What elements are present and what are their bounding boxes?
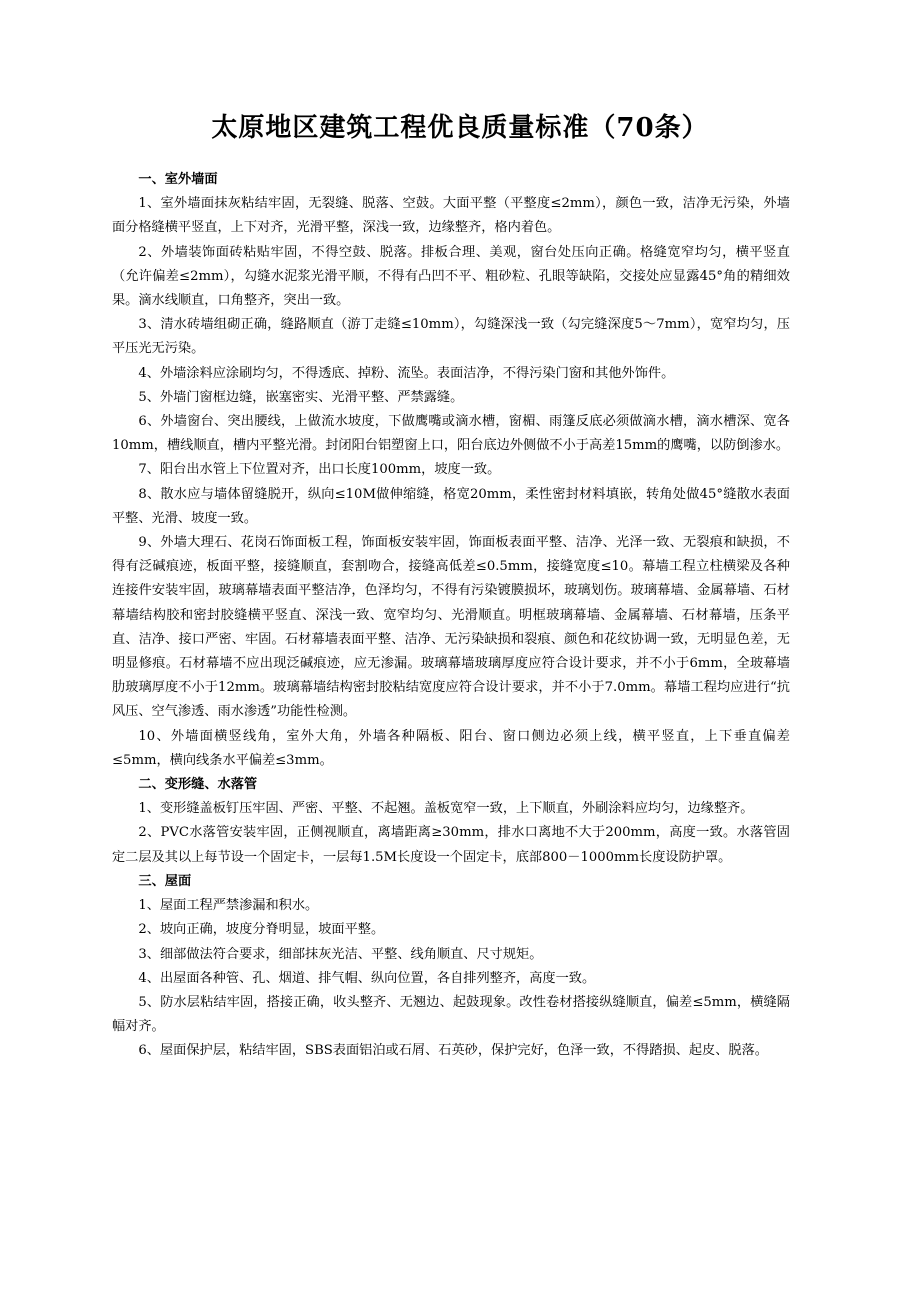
paragraph: 3、清水砖墙组砌正确，缝路顺直（游丁走缝≤10mm），勾缝深浅一致（勾完缝深度5～7mm），宽窄均匀，压平压光无污染。 — [112, 317, 790, 357]
section-heading-expansion-joint: 二、变形缝、水落管 — [138, 777, 258, 793]
paragraph: 2、坡向正确，坡度分脊明显，坡面平整。 — [138, 922, 385, 938]
document-title: 太原地区建筑工程优良质量标准（70条） — [211, 113, 709, 143]
paragraph: 2、PVC水落管安装牢固，正侧视顺直，离墙距离≥30mm，排水口离地不大于200mm，高度一致。水落管固定二层及其以上每节设一个固定卡，一层每1.5M长度设一个固定卡，底部800－1000mm长度设防护罩。 — [112, 825, 790, 865]
paragraph: 10、外墙面横竖线角，室外大角，外墙各种隔板、阳台、窗口侧边必须上线，横平竖直，上下垂直偏差≤5mm，横向线条水平偏差≤3mm。 — [112, 728, 790, 768]
paragraph: 4、外墙涂料应涂刷均匀，不得透底、掉粉、流坠。表面洁净，不得污染门窗和其他外饰件。 — [138, 365, 675, 381]
paragraph: 2、外墙装饰面砖粘贴牢固，不得空鼓、脱落。排板合理、美观，窗台处压向正确。格缝宽窄均匀，横平竖直（允许偏差≤2mm），勾缝水泥浆光滑平顺，不得有凸凹不平、粗砂粒、孔眼等缺陷，交接处应显露45°角的精细效果。滴水线顺直，口角整齐，突出一致。 — [112, 244, 790, 309]
paragraph: 4、出屋面各种管、孔、烟道、排气帽、纵向位置，各自排列整齐，高度一致。 — [138, 970, 596, 986]
paragraph: 1、变形缝盖板钉压牢固、严密、平整、不起翘。盖板宽窄一致，上下顺直，外刷涂料应均匀，边缘整齐。 — [138, 801, 754, 817]
paragraph: 5、防水层粘结牢固，搭接正确，收头整齐、无翘边、起鼓现象。改性卷材搭接纵缝顺直，偏差≤5mm，横缝隔幅对齐。 — [112, 994, 790, 1035]
paragraph: 5、外墙门窗框边缝，嵌塞密实、光滑平整、严禁露缝。 — [138, 389, 464, 405]
section-heading-exterior-wall: 一、室外墙面 — [138, 172, 218, 187]
paragraph: 1、屋面工程严禁渗漏和积水。 — [138, 898, 319, 914]
paragraph: 6、屋面保护层，粘结牢固，SBS表面铝泊或石屑、石英砂，保护完好，色泽一致，不得踏损、起皮、脱落。 — [138, 1043, 768, 1059]
section-heading-roof: 三、屋面 — [138, 873, 192, 889]
paragraph: 8、散水应与墙体留缝脱开，纵向≤10M做伸缩缝，格宽20mm，柔性密封材料填嵌，转角处做45°缝散水表面平整、光滑、坡度一致。 — [112, 486, 790, 526]
paragraph: 7、阳台出水管上下位置对齐，出口长度100mm，坡度一致。 — [138, 462, 501, 478]
paragraph: 9、外墙大理石、花岗石饰面板工程，饰面板安装牢固，饰面板表面平整、洁净、光泽一致、无裂痕和缺损，不得有泛碱痕迹，板面平整，接缝顺直，套割吻合，接缝高低差≤0.5mm，接缝宽度≤10。幕墙工程立柱横梁及各种连接件安装牢固，玻璃幕墙表面平整洁净，色泽均匀，不得有污染镀膜损坏，玻璃划伤。玻璃幕墙、金属幕墙、石材幕墙结构胶和密封胶缝横平竖直、深浅一致、宽窄均匀、光滑顺直。明框玻璃幕墙、金属幕墙、石材幕墙，压条平直、洁净、接口严密、牢固。石材幕墙表面平整、洁净、无污染缺损和裂痕、颜色和花纹协调一致，无明显色差，无明显修痕。石材幕墙不应出现泛碱痕迹，应无渗漏。玻璃幕墙玻璃厚度应符合设计要求，并不小于6mm，全玻幕墙肋玻璃厚度不小于12mm。玻璃幕墙结构密封胶粘结宽度应符合设计要求，并不小于7.0mm。幕墙工程均应进行“抗风压、空气渗透、雨水渗透”功能性检测。 — [112, 535, 790, 720]
paragraph: 3、细部做法符合要求，细部抹灰光洁、平整、线角顺直、尺寸规矩。 — [138, 946, 543, 962]
document-body — [112, 168, 790, 1064]
paragraph: 6、外墙窗台、突出腰线，上做流水坡度，下做鹰嘴或滴水槽，窗楣、雨篷反底必须做滴水槽，滴水槽深、宽各10mm，槽线顺直，槽内平整光滑。封闭阳台铝塑窗上口，阳台底边外侧做不小于高差15mm的鹰嘴，以防倒渗水。 — [112, 414, 790, 454]
paragraph: 1、室外墙面抹灰粘结牢固，无裂缝、脱落、空鼓。大面平整（平整度≤2mm），颜色一致，洁净无污染，外墙面分格缝横平竖直，上下对齐，光滑平整，深浅一致，边缘整齐，格内着色。 — [112, 196, 790, 236]
